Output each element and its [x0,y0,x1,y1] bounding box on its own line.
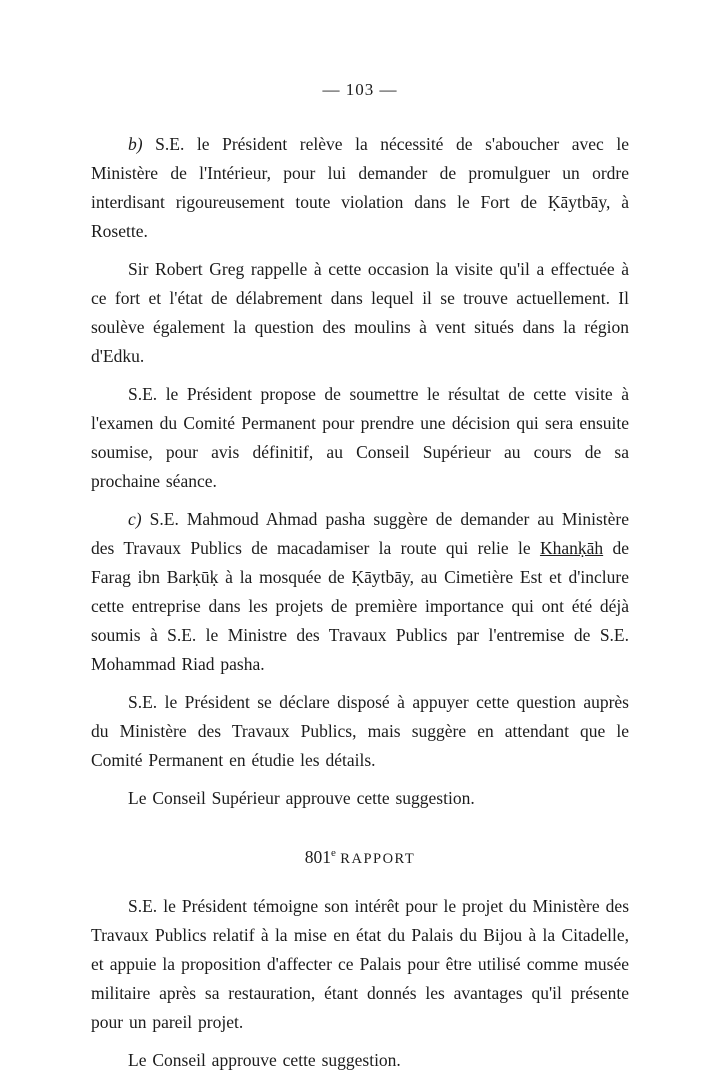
paragraph-conseil-superieur-approuve [91,784,629,813]
paragraph-b-text: S.E. le Président relève la nécessité de s'aboucher avec le Ministère de l'Intérieur, pour lui demander de promulguer un ordre interdisant rigoureusement toute violation dans le Fort de Ḳāytbāy, à Rosette. [91,134,630,241]
rapport-title: RAPPORT [340,851,416,867]
paragraph-marker-c: c) [128,509,142,529]
paragraph-president-propose-text: S.E. le Président propose de soumettre le résultat de cette visite à l'examen du Comité Permanent pour prendre une décision qui sera ensuite soumise, pour avis définitif, au Conseil Supérieur au cours de sa prochaine séance. [91,384,629,491]
paragraph-c-text-after: de Farag ibn Barḳūḳ à la mosquée de Ḳāytbāy, au Cimetière Est et d'inclure cette entreprise dans les projets de première importance qui ont été déjà soumis à S.E. le Ministre des Travaux Publics par l'entremise de S.E. Mohammad Riad pasha. [91,538,629,674]
paragraph-conseil-approuve-text: Le Conseil approuve cette suggestion. [128,1050,401,1070]
paragraph-c-text-before: S.E. Mahmoud Ahmad pasha suggère de demander au Ministère des Travaux Publics de macadamiser la route qui relie le [91,509,630,558]
paragraph-president-temoigne-text: S.E. le Président témoigne son intérêt pour le projet du Ministère des Travaux Publics relatif à la mise en état du Palais du Bijou à la Citadelle, et appuie la proposition d'affecter ce Palais pour être utilisé comme musée militaire après sa restauration, étant donnés les avantages qu'il présente pour un pareil projet. [91,896,629,1032]
document-page [91,0,629,1075]
paragraph-president-declare-text: S.E. le Président se déclare disposé à appuyer cette question auprès du Ministère des Travaux Publics, mais suggère en attendant que le Comité Permanent en étudie les détails. [91,692,629,770]
paragraph-president-temoigne [91,892,629,1037]
paragraph-marker-b: b) [128,134,143,154]
section-heading-801-rapport [91,847,629,868]
rapport-ordinal: e [331,847,336,860]
paragraph-robert-greg-text: Sir Robert Greg rappelle à cette occasion la visite qu'il a effectuée à ce fort et l'état de délabrement dans lequel il se trouve actuellement. Il soulève également la question des moulins à vent situés dans la région d'Edku. [91,259,629,366]
rapport-number: 801 [304,847,332,867]
paragraph-president-propose [91,380,629,496]
paragraph-conseil-superieur-approuve-text: Le Conseil Supérieur approuve cette suggestion. [128,788,475,808]
paragraph-c-underlined-word: Khanḳāh [539,538,604,558]
paragraph-c [91,505,629,679]
paragraph-president-declare [91,688,629,775]
paragraph-b [91,130,629,246]
paragraph-robert-greg [91,255,629,371]
page-number: — 103 — [322,80,398,99]
paragraph-conseil-approuve [91,1046,629,1075]
